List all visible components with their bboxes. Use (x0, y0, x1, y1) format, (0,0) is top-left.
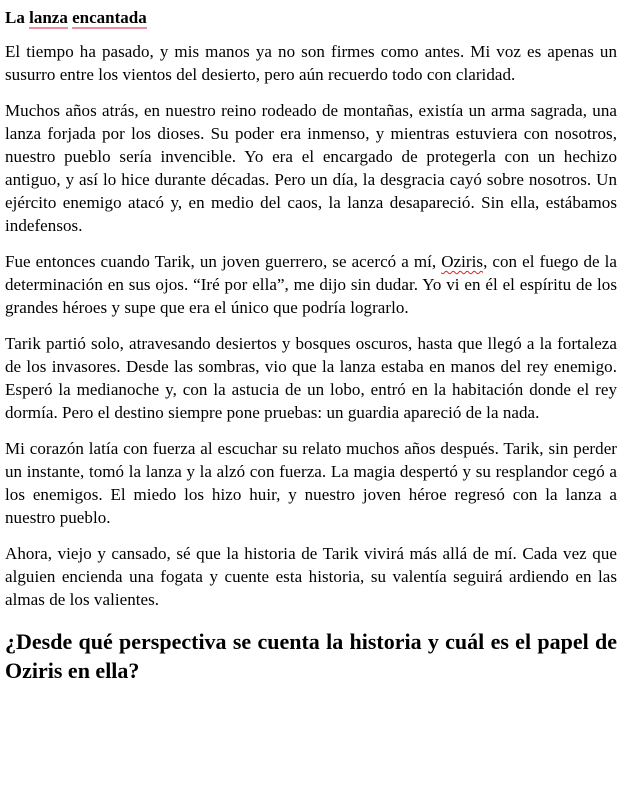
paragraph-4: Tarik partió solo, atravesando desiertos y bosques oscuros, hasta que llegó a la fortaleza de los invasores. Desde las sombras, vio que la lanza estaba en manos del rey enemigo. Esperó la medianoche y, con la astucia de un lobo, entró en la habitación donde el rey dormía. Pero el destino siempre pone pruebas: un guardia apareció de la nada. (5, 334, 617, 422)
paragraph-5: Mi corazón latía con fuerza al escuchar su relato muchos años después. Tarik, sin perder un instante, tomó la lanza y la alzó con fuerza. La magia despertó y su resplandor cegó a los enemigos. El miedo los hizo huir, y nuestro joven héroe regresó con la lanza a nuestro pueblo. (5, 439, 617, 527)
document-title (5, 6, 617, 30)
paragraph-2: Muchos años atrás, en nuestro reino rodeado de montañas, existía un arma sagrada, una lanza forjada por los dioses. Su poder era inmenso, y mientras estuviera con nosotros, nuestro pueblo sería invencible. Yo era el encargado de protegerla con un hechizo antiguo, y así lo hice durante décadas. Pero un día, la desgracia cayó sobre nosotros. Un ejército enemigo atacó y, en medio del caos, la lanza desapareció. Sin ella, estábamos indefensos. (5, 101, 617, 235)
paragraph-1: El tiempo ha pasado, y mis manos ya no son firmes como antes. Mi voz es apenas un susurro entre los vientos del desierto, pero aún recuerdo todo con claridad. (5, 42, 617, 84)
paragraph-6: Ahora, viejo y cansado, sé que la historia de Tarik vivirá más allá de mí. Cada vez que alguien encienda una fogata y cuente esta historia, su valentía seguirá ardiendo en las almas de los valientes. (5, 544, 617, 609)
title-word-la: La (5, 8, 30, 27)
paragraph-3 (5, 250, 617, 319)
document-page (5, 6, 617, 685)
paragraph-3-start: Fue entonces cuando Tarik, un joven guerrero, se acercó a mí, (5, 252, 442, 271)
misspelled-word[interactable]: Oziris (441, 252, 484, 271)
title-word-lanza: lanza (29, 8, 68, 27)
question-heading: ¿Desde qué perspectiva se cuenta la historia y cuál es el papel de Oziris en ella? (5, 629, 617, 683)
title-word-encantada: encantada (72, 8, 147, 27)
paragraph-3-end: , con el fuego de la determinación en sus ojos. “Iré por ella”, me dijo sin dudar. Yo vi en él el espíritu de los grandes héroes y supe que era el único que podría lograrlo. (5, 252, 617, 317)
